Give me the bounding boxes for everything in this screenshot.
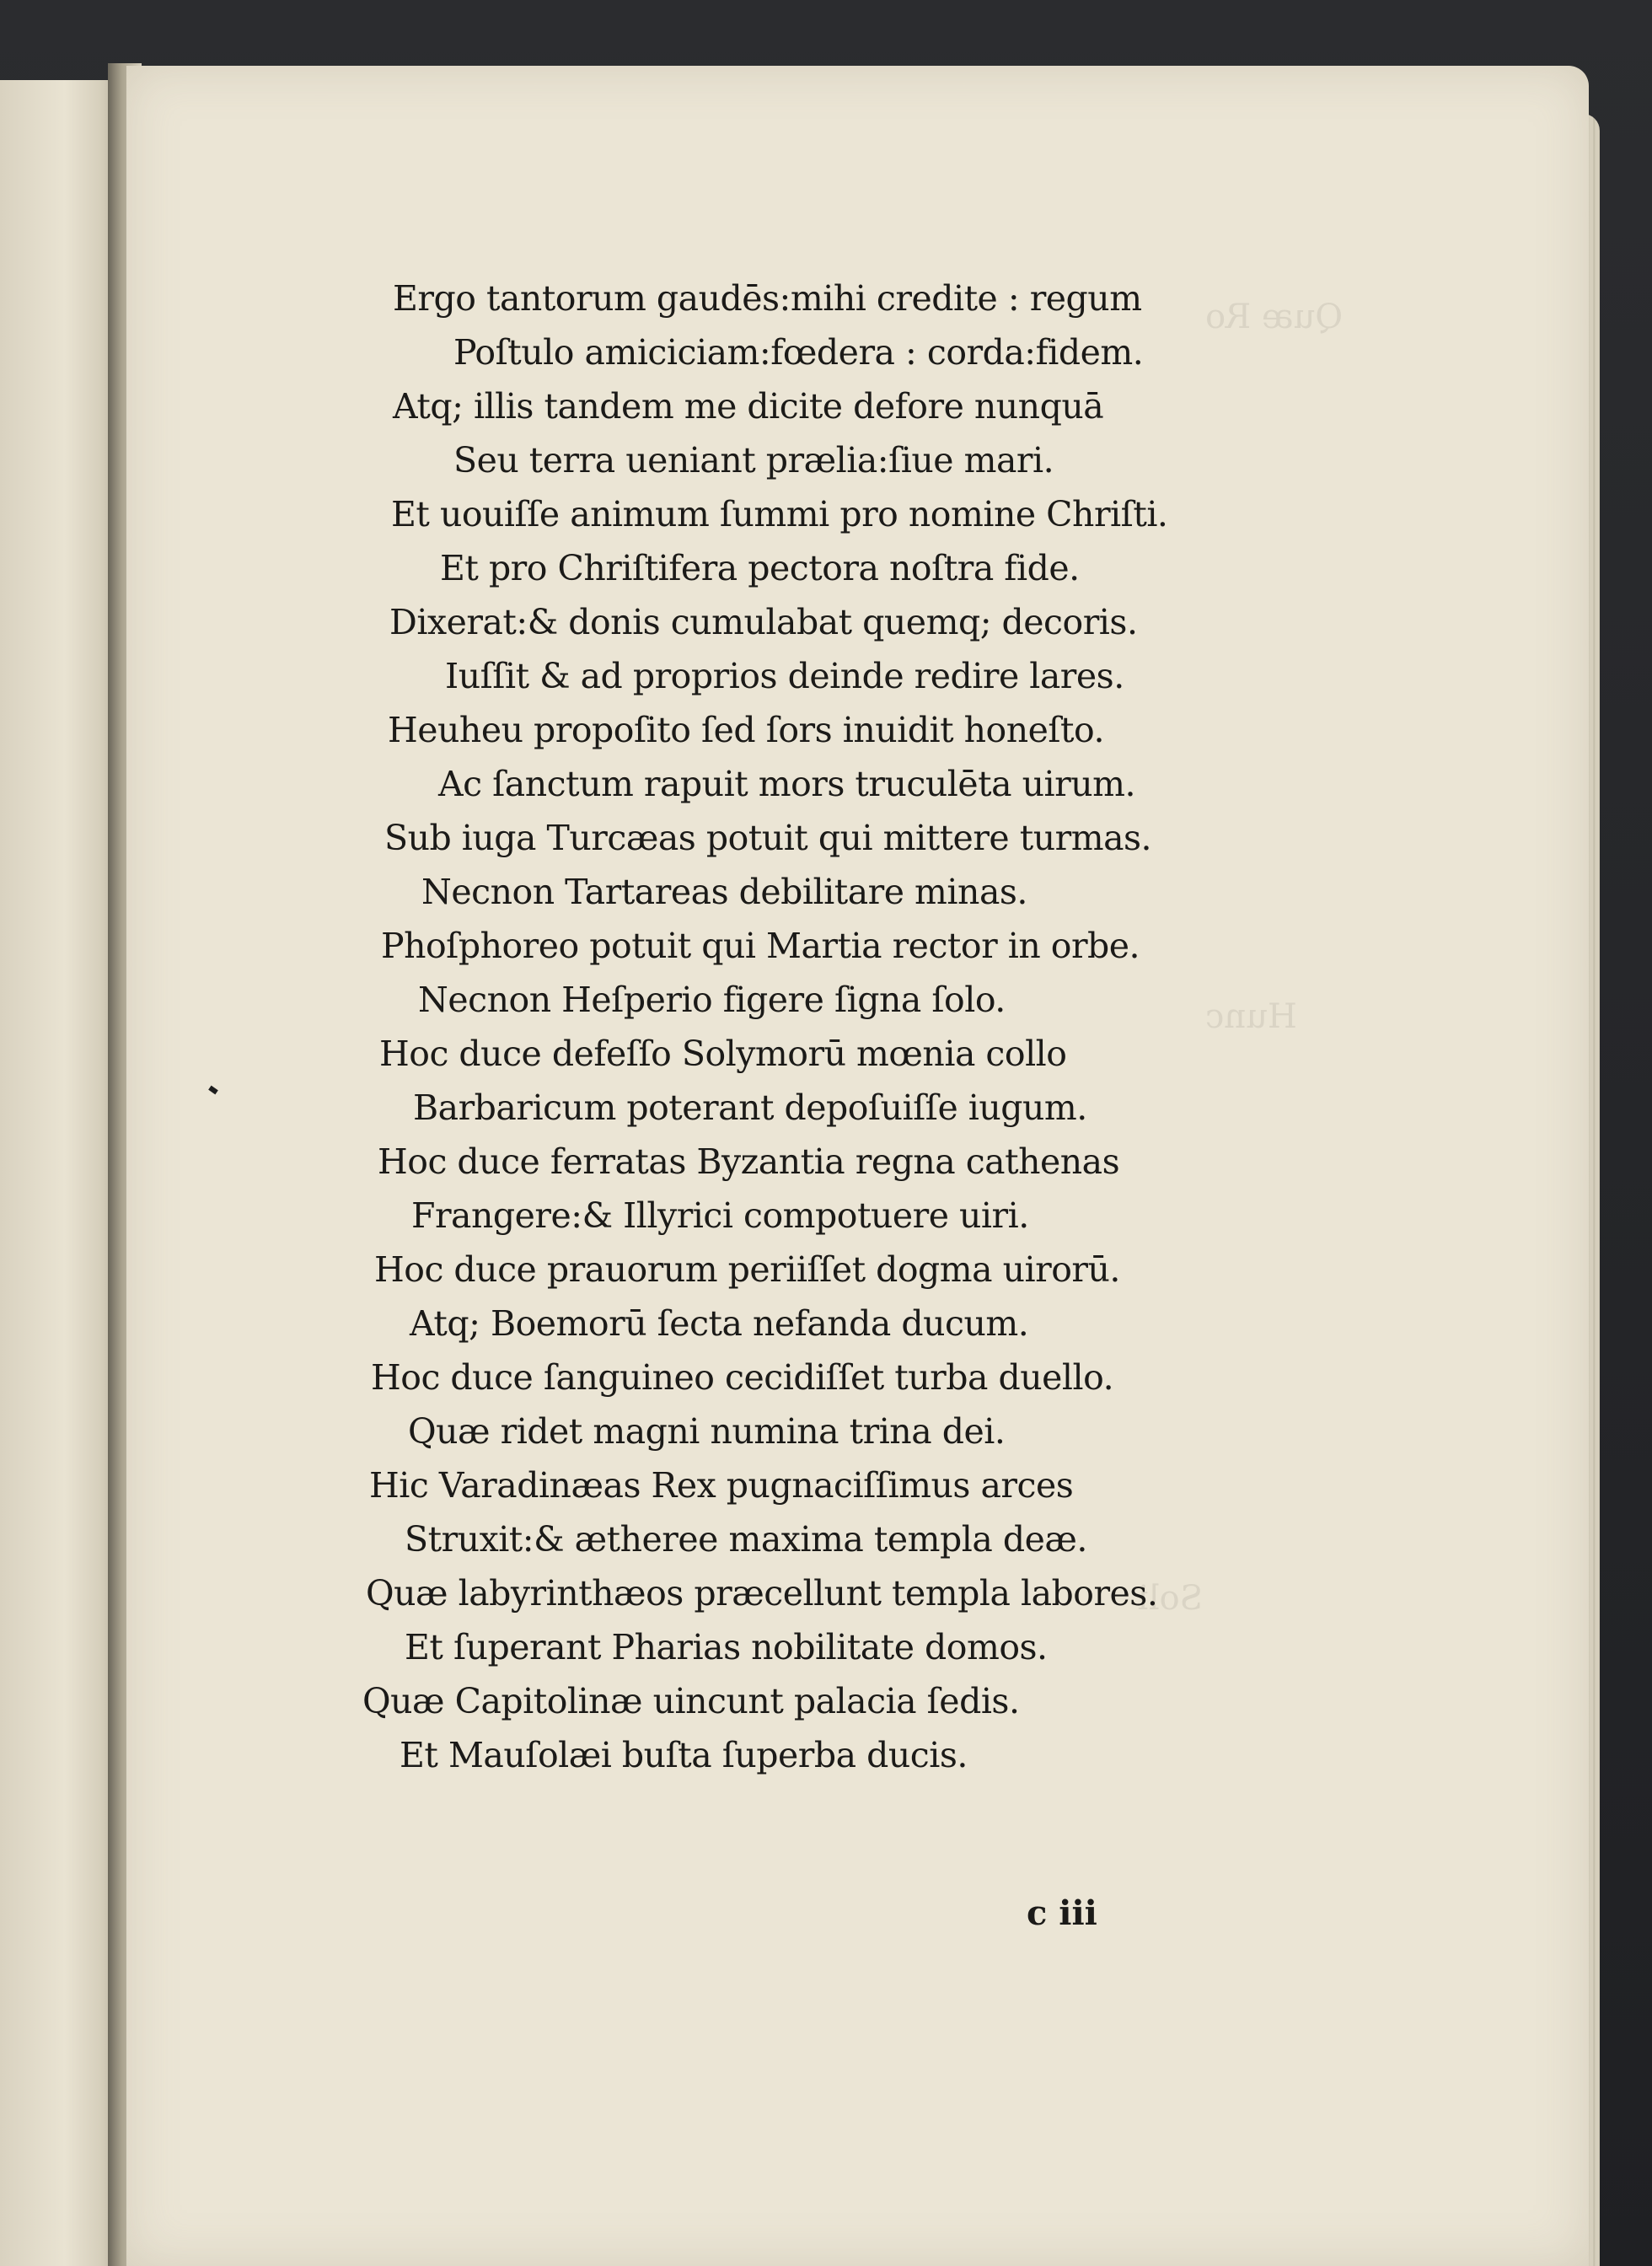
verse-line: Dixerat:& donis cumulabat quemq; decoris. (389, 602, 1138, 642)
verse-line: Et ſuperant Pharias nobilitate domos. (405, 1627, 1048, 1667)
verse-line: Atq; illis tandem me dicite defore nunquā (393, 386, 1104, 427)
verse-line: Seu terra ueniant prælia:ſiue mari. (453, 440, 1054, 481)
verse-line: Et Mauſolæi buſta ſuperba ducis. (400, 1735, 968, 1775)
verse-line: Hoc duce ferratas Byzantia regna cathenas (378, 1141, 1120, 1182)
verse-line: Necnon Tartareas debilitare minas. (421, 872, 1027, 912)
verse-line: Ergo tantorum gaudēs:mihi credite : regum (393, 278, 1142, 319)
left-page-edge (0, 80, 120, 2266)
verse-line: Et pro Chriſtifera pectora noſtra fide. (440, 548, 1080, 588)
verse-line: Barbaricum poterant depoſuiſſe iugum. (413, 1087, 1087, 1128)
verse-line: Hic Varadinæas Rex pugnaciſſimus arces (369, 1465, 1074, 1506)
verse-line: Et uouiſſe animum ſummi pro nomine Chriſti. (391, 494, 1168, 534)
verse-line: Quæ ridet magni numina trina dei. (408, 1411, 1006, 1452)
verse-line: Hoc duce prauorum periiſſet dogma uirorū. (374, 1249, 1120, 1290)
verse-line: Frangere:& Illyrici compotuere uiri. (411, 1195, 1029, 1236)
verse-line: Ac ſanctum rapuit mors truculēta uirum. (438, 764, 1136, 804)
verse-line: Quæ Capitolinæ uincunt palacia ſedis. (362, 1681, 1020, 1721)
verse-line: Necnon Heſperio figere ſigna ſolo. (418, 980, 1006, 1020)
verse-line: Sub iuga Turcæas potuit qui mittere turmas. (384, 818, 1152, 858)
show-through-text: Hunc (1205, 997, 1297, 1036)
verse-line: Iuſſit & ad proprios deinde redire lares. (445, 656, 1124, 696)
verse-line: Poſtulo amiciciam:fœdera : corda:fidem. (453, 332, 1144, 373)
verse-line: Heuheu propoſito ſed ſors inuidit honeſto. (388, 710, 1105, 750)
recto-page (126, 66, 1589, 2266)
signature-mark: c iii (1027, 1893, 1097, 1933)
show-through-text: Soli (1138, 1579, 1204, 1618)
show-through-text: Quæ Ro (1205, 298, 1344, 336)
verse-line: Hoc duce defeſſo Solymorū mœnia collo (379, 1034, 1067, 1074)
verse-line: Hoc duce ſanguineo cecidiſſet turba duello. (371, 1357, 1114, 1398)
verse-line: Struxit:& ætheree maxima templa deæ. (405, 1519, 1087, 1560)
verse-line: Atq; Boemorū ſecta nefanda ducum. (410, 1303, 1029, 1344)
verse-line: Quæ labyrinthæos præcellunt templa labores. (366, 1573, 1158, 1614)
verse-line: Phoſphoreo potuit qui Martia rector in orbe. (381, 926, 1140, 966)
poem-text-block (126, 66, 1589, 2266)
